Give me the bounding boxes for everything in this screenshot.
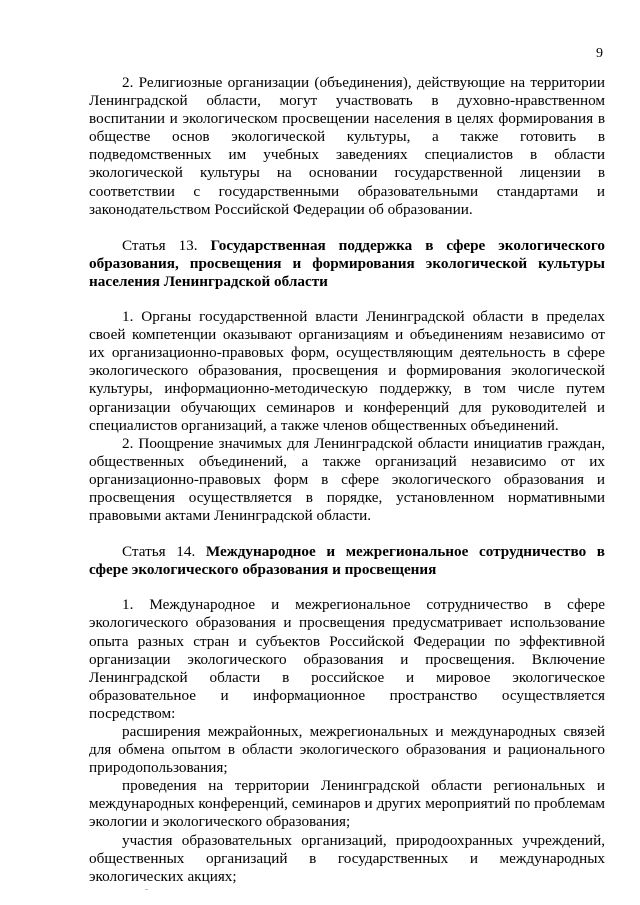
- paragraph-participation: участия образовательных организаций, природоохранных учреждений, общественных организаций в государственных и международных экологических акциях;: [89, 831, 605, 885]
- article-14-heading: [89, 543, 605, 579]
- article-13-number: Статья 13.: [122, 236, 211, 254]
- article-13-title: Государственная поддержка в сфере экологического образования, просвещения и формирования экологической культуры населения Ленинградской области: [89, 236, 605, 290]
- paragraph-encouragement: 2. Поощрение значимых для Ленинградской области инициатив граждан, общественных объединений, а также организаций независимо от их организационно-правовых форм в сфере экологического образования и просвещения осуществляется в порядке, установленном нормативными правовыми актами Ленинградской области.: [89, 434, 605, 525]
- paragraph-conferences: проведения на территории Ленинградской области региональных и международных конференций, семинаров и других мероприятий по проблемам экологии и экологического образования;: [89, 777, 605, 831]
- document-body: [89, 74, 605, 886]
- paragraph-cooperation: 1. Международное и межрегиональное сотрудничество в сфере экологического образования и просвещения предусматривает использование опыта разных стран и субъектов Российской Федерации по эффективной организации экологического образования и просвещения. Включение Ленинградской области в российское и мировое экологическое образовательное и информационное пространство осуществляется посредством:: [89, 596, 605, 722]
- article-13-heading: [89, 237, 605, 291]
- page-number: 9: [596, 46, 603, 61]
- article-14-title: Международное и межрегиональное сотрудничество в сфере экологического образования и просвещения: [89, 543, 605, 579]
- article-14-number: Статья 14.: [122, 543, 206, 561]
- paragraph-state-support: 1. Органы государственной власти Ленинградской области в пределах своей компетенции оказывают организациям и объединениям независимо от их организационно-правовых форм, осуществляющим деятельность в сфере экологического образования, просвещения и формирования экологической культуры, информационно-методическую поддержку, в том числе путем организации обучающих семинаров и конференций для руководителей и специалистов организаций, а также членов общественных объединений.: [89, 308, 605, 434]
- paragraph-expanding-links: расширения межрайонных, межрегиональных и международных связей для обмена опытом в области экологического образования и рационального природопользования;: [89, 723, 605, 777]
- paragraph-religious-organizations: 2. Религиозные организации (объединения), действующие на территории Ленинградской области, могут участвовать в духовно-нравственном воспитании и экологическом просвещении населения в целях формирования в обществе основ экологической культуры, а также готовить в подведомственных им учебных заведениях специалистов в области экологической культуры на основании государственной лицензии в соответствии с государственными образовательными стандартами и законодательством Российской Федерации об образовании.: [89, 74, 605, 218]
- scan-mark: [145, 889, 148, 890]
